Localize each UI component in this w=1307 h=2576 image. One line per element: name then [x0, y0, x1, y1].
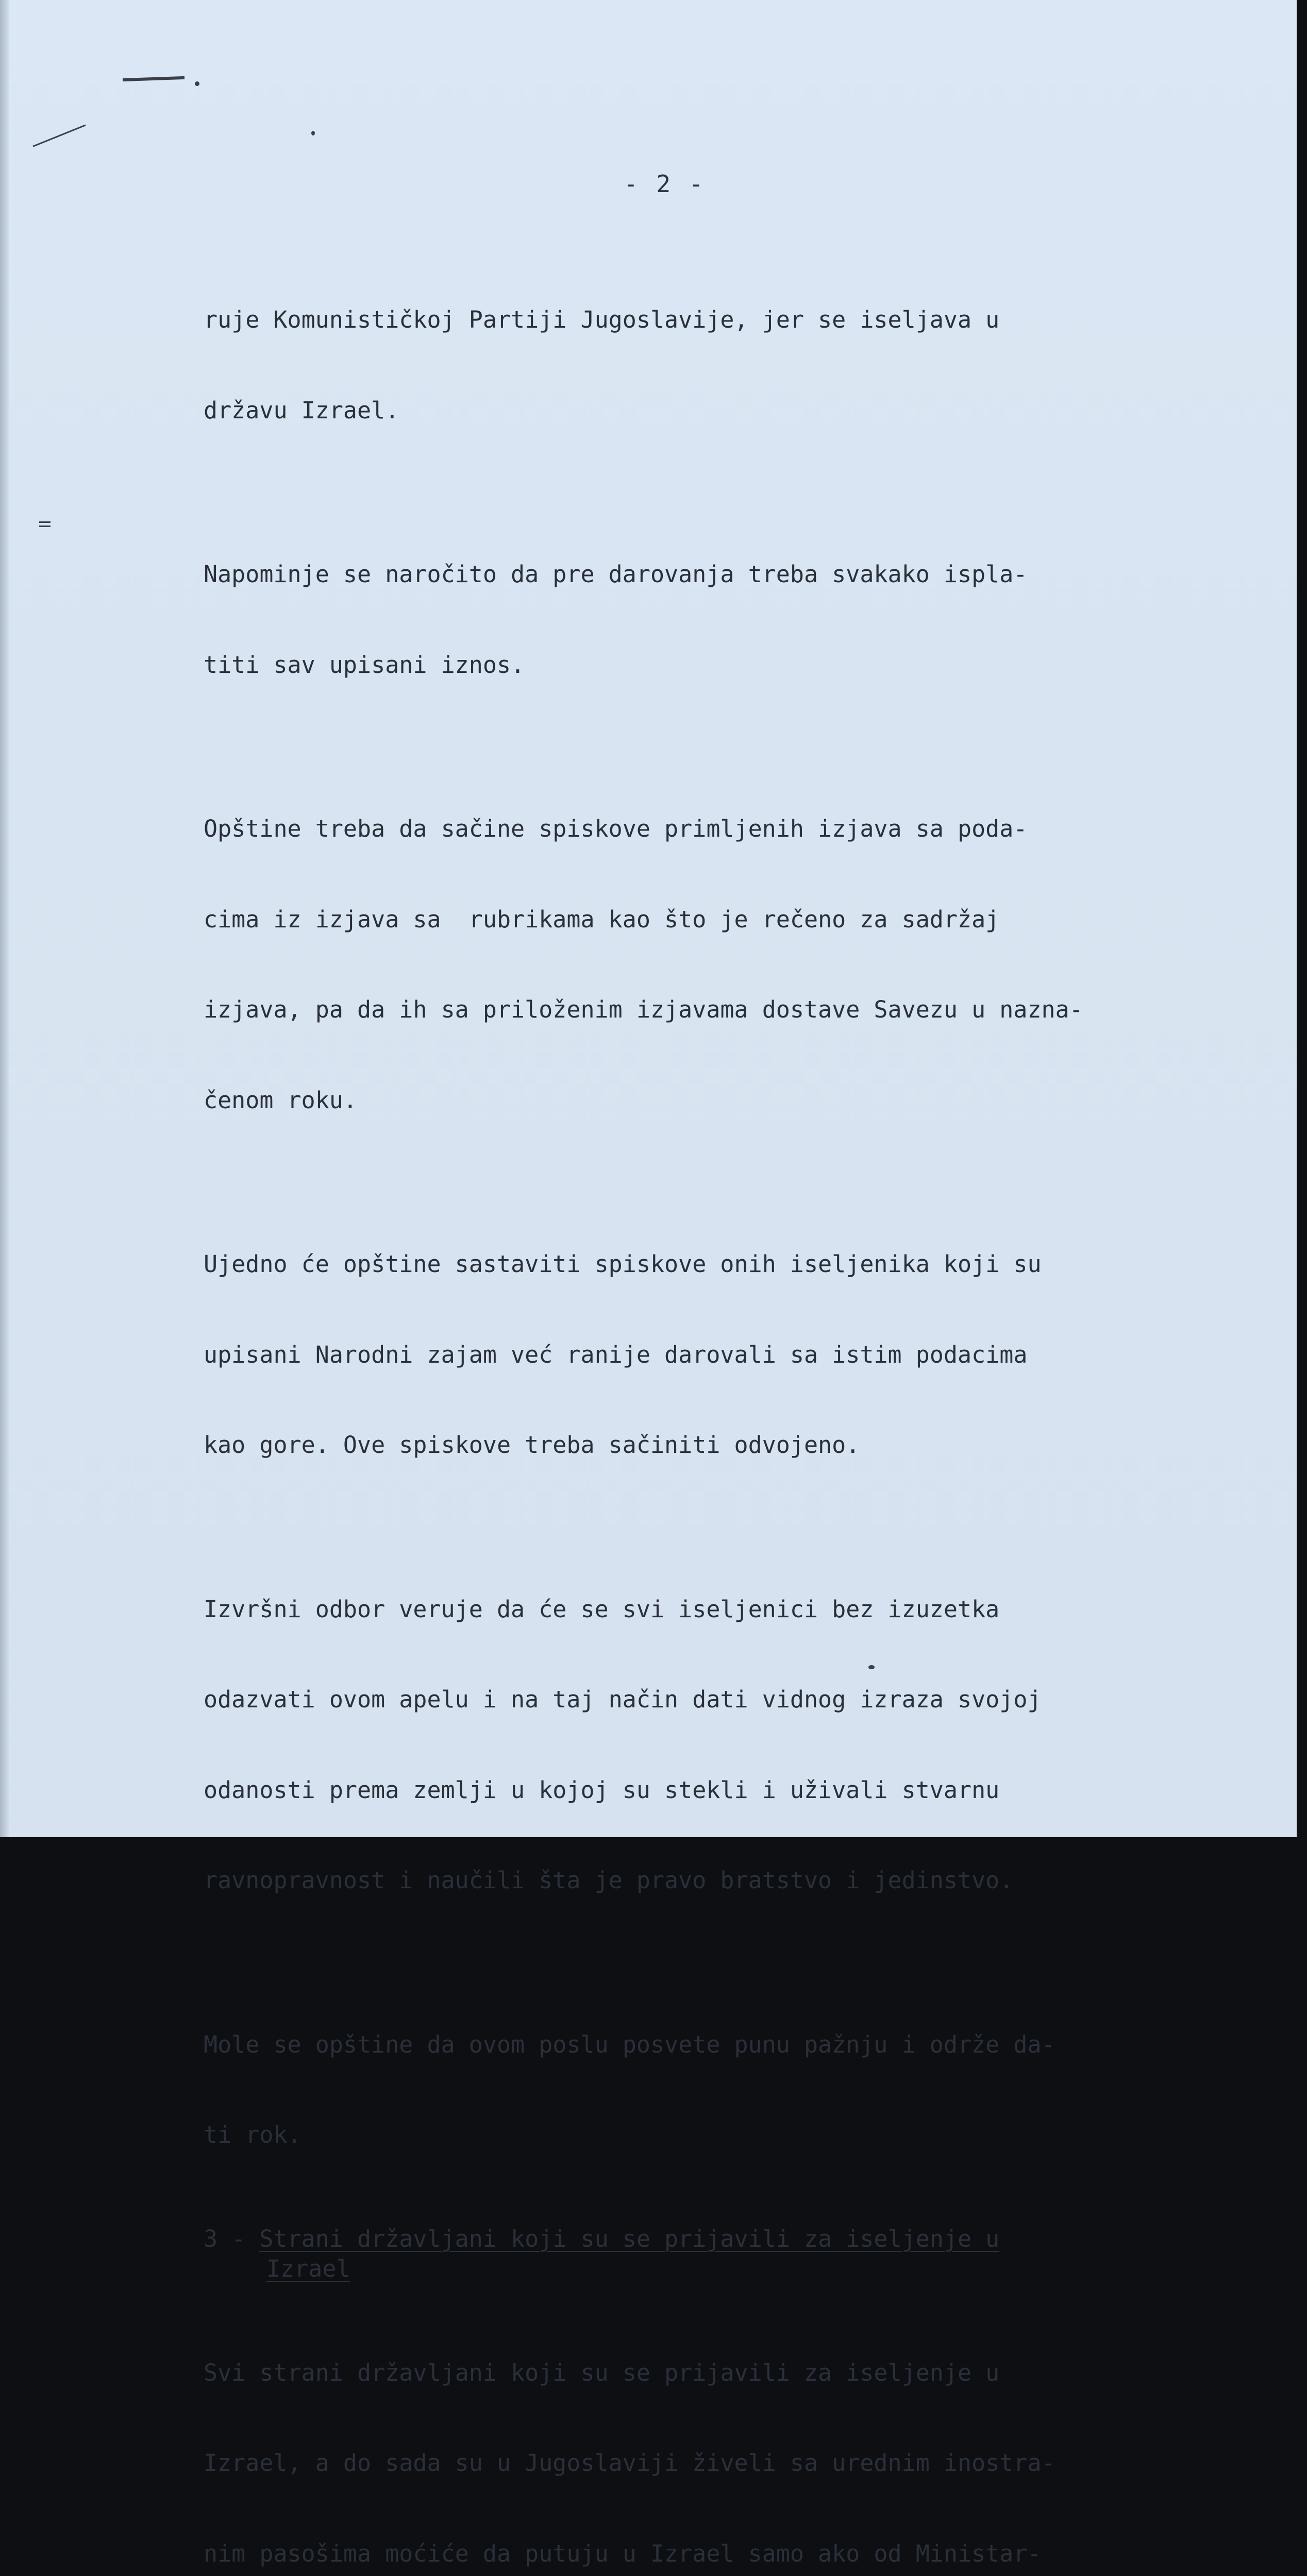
text-line: Svi strani državljani koji su se prijavili za iseljenje u: [204, 2358, 1224, 2388]
text-line: odanosti prema zemlji u kojoj su stekli i uživali stvarnu: [204, 1775, 1224, 1806]
margin-mark: [39, 521, 51, 523]
text-line: Ujedno će opštine sastaviti spiskove onih iseljenika koji su: [204, 1249, 1224, 1280]
text-line: Opštine treba da sačine spiskove primljenih izjava sa poda-: [204, 814, 1224, 844]
text-line: Mole se opštine da ovom poslu posvete punu pažnju i održe da-: [204, 2030, 1224, 2060]
text-line: odazvati ovom apelu i na taj način dati vidnog izraza svojoj: [204, 1685, 1224, 1715]
ink-speck: [868, 1665, 875, 1669]
text-line: upisani Narodni zajam već ranije darovali sa istim podacima: [204, 1340, 1224, 1370]
section-title: Strani državljani koji su se prijavili za iseljenje u: [259, 2225, 999, 2252]
text-line: državu Izrael.: [204, 396, 1224, 426]
text-line: ti rok.: [204, 2120, 1224, 2150]
text-line: čenom roku.: [204, 1086, 1224, 1116]
paragraph-5: [204, 1534, 1224, 1956]
text-line: titi sav upisani iznos.: [204, 650, 1224, 681]
section-3-paragraph-1: [204, 2298, 1224, 2576]
text-line: izjava, pa da ih sa priloženim izjavama dostave Savezu u nazna-: [204, 995, 1224, 1025]
paragraph-4: [204, 1189, 1224, 1521]
paragraph-6: [204, 1970, 1224, 2211]
text-line: kao gore. Ove spiskove treba sačiniti odvojeno.: [204, 1430, 1224, 1461]
page-number: - 2 -: [624, 170, 705, 198]
text-line: Izvršni odbor veruje da će se svi iseljenici bez izuzetka: [204, 1595, 1224, 1625]
text-line: ruje Komunističkoj Partiji Jugoslavije, jer se iseljava u: [204, 305, 1224, 335]
paragraph-2: [204, 499, 1224, 740]
pen-mark: [123, 76, 185, 81]
text-line: cima iz izjava sa rubrikama kao što je rečeno za sadržaj: [204, 905, 1224, 935]
margin-mark: [39, 526, 51, 527]
section-title-continued: Izrael: [204, 2254, 1224, 2284]
text-line: Izrael, a do sada su u Jugoslaviji živeli sa urednim inostra-: [204, 2448, 1224, 2479]
paragraph-1: [204, 245, 1224, 486]
letter-body: [204, 245, 1224, 2576]
section-3-heading: [204, 2224, 1224, 2284]
scan-border: [1297, 0, 1307, 1837]
paragraph-3: [204, 754, 1224, 1176]
pen-mark: [32, 125, 86, 147]
page-edge-shadow: [0, 0, 9, 1837]
text-line: nim pasošima moćiće da putuju u Izrael samo ako od Ministar-: [204, 2539, 1224, 2569]
section-number: 3 -: [204, 2224, 259, 2255]
text-line: Napominje se naročito da pre darovanja treba svakako ispla-: [204, 560, 1224, 590]
pen-dot: [311, 131, 315, 135]
text-line: ravnopravnost i naučili šta je pravo bratstvo i jedinstvo.: [204, 1866, 1224, 1896]
pen-dot: [195, 81, 199, 86]
